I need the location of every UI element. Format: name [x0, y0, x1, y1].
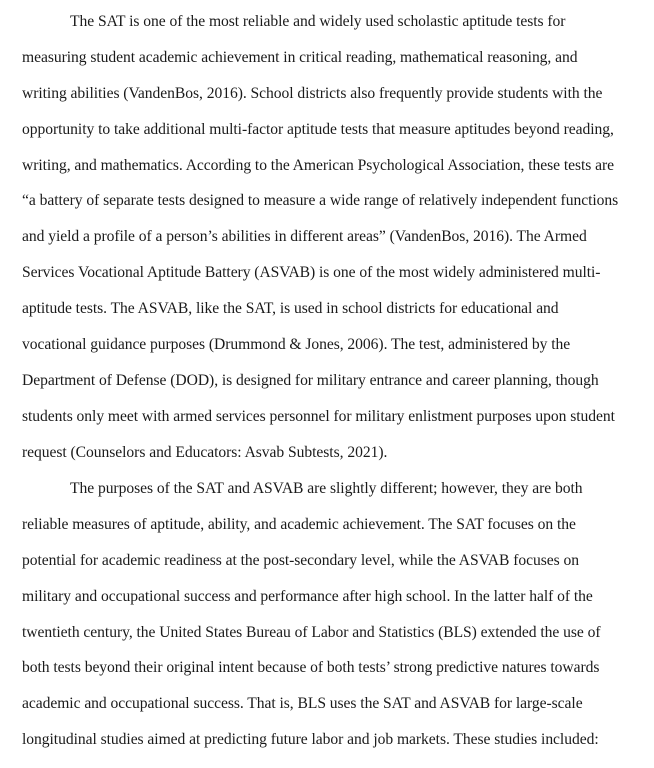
text-line: reliable measures of aptitude, ability, and academic achievement. The SAT focuses on the — [22, 515, 576, 533]
text-line: Services Vocational Aptitude Battery (ASVAB) is one of the most widely administered multi- — [22, 264, 601, 282]
text-line: writing abilities (VandenBos, 2016). School districts also frequently provide students with the — [22, 84, 603, 102]
text-line: “a battery of separate tests designed to measure a wide range of relatively independent functions — [22, 192, 619, 210]
citation-text: request (Counselors and Educators: Asvab Subtests — [22, 443, 340, 461]
paragraph-sat-asvab-intro — [22, 4, 642, 471]
text-line: academic and occupational success. That is, BLS uses the SAT and ASVAB for large-scale — [22, 695, 583, 713]
text-line: aptitude tests. The ASVAB, like the SAT, is used in school districts for educational and — [22, 300, 559, 318]
text-line: The purposes of the SAT and ASVAB are slightly different; however, they are both — [70, 480, 583, 497]
citation-year: 2021). — [343, 443, 388, 461]
text-line: twentieth century, the United States Bureau of Labor and Statistics (BLS) extended the use of — [22, 623, 601, 641]
text-line: The SAT is one of the most reliable and widely used scholastic aptitude tests for — [70, 13, 566, 30]
text-line: and yield a profile of a person’s abilities in different areas” (VandenBos, 2016). The Armed — [22, 228, 587, 246]
text-line: longitudinal studies aimed at predicting future labor and job markets. These studies included: — [22, 731, 599, 749]
text-line: students only meet with armed services personnel for military enlistment purposes upon student — [22, 407, 615, 425]
text-line: potential for academic readiness at the post-secondary level, while the ASVAB focuses on — [22, 551, 579, 569]
text-line: Department of Defense (DOD), is designed for military entrance and career planning, though — [22, 371, 599, 389]
text-line: military and occupational success and performance after high school. In the latter half of the — [22, 587, 593, 605]
text-line: opportunity to take additional multi-factor aptitude tests that measure aptitudes beyond reading, — [22, 120, 614, 138]
text-line: writing, and mathematics. According to the American Psychological Association, these tests are — [22, 156, 615, 174]
text-line: both tests beyond their original intent because of both tests’ strong predictive natures towards — [22, 659, 600, 677]
text-line: vocational guidance purposes (Drummond & Jones, 2006). The test, administered by the — [22, 336, 571, 354]
citation-italic-comma: , — [339, 443, 344, 461]
text-line-citation — [22, 435, 642, 471]
paragraph-purposes — [22, 471, 642, 758]
text-line: measuring student academic achievement in critical reading, mathematical reasoning, and — [22, 48, 578, 66]
